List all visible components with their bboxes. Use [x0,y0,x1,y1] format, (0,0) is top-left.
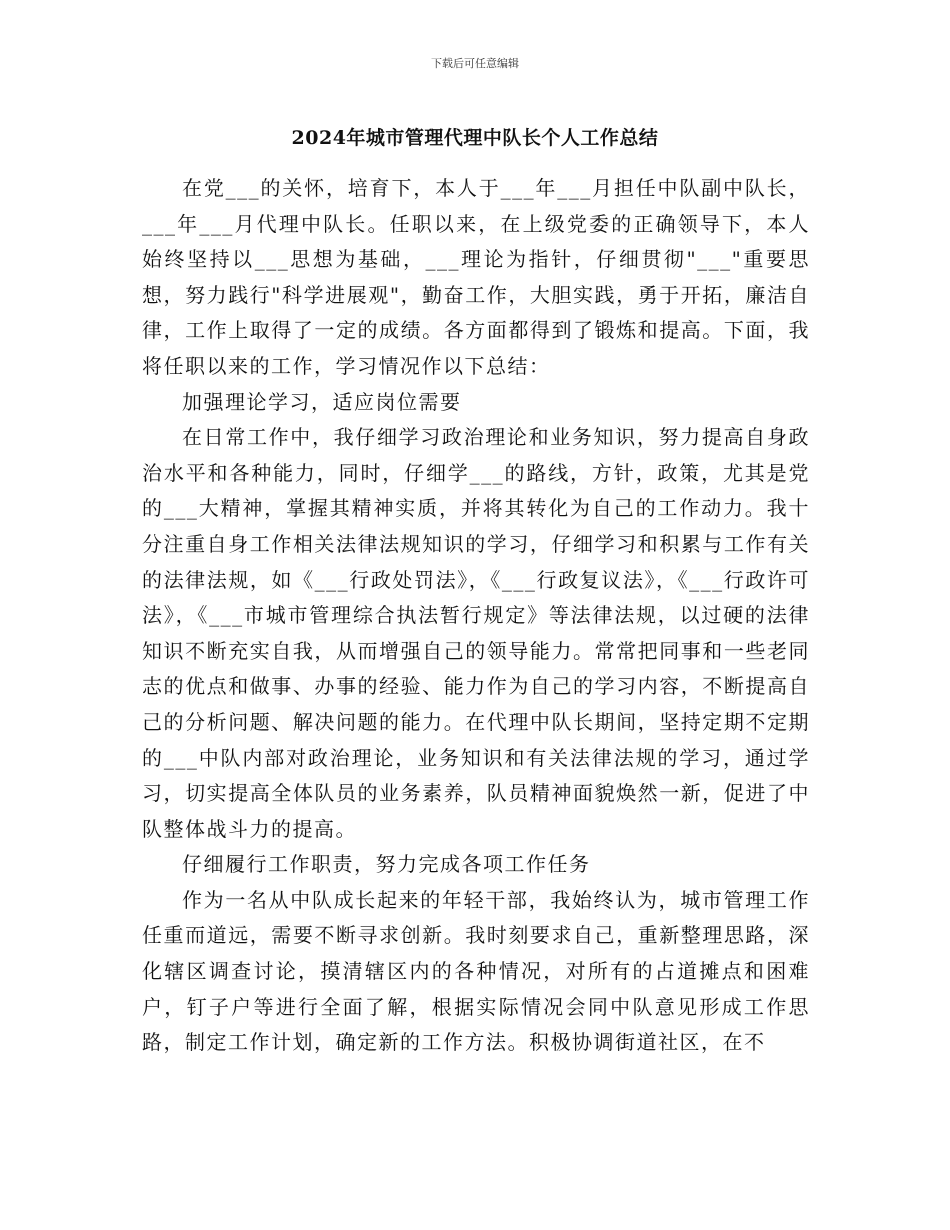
section-heading-theory-study: 加强理论学习，适应岗位需要 [182,389,462,414]
document-body [142,171,810,1061]
document-title: 2024年城市管理代理中队长个人工作总结 [291,127,659,149]
section-heading-duties: 仔细履行工作职责，努力完成各项工作任务 [182,852,591,877]
paragraph-duties: 作为一名从中队成长起来的年轻干部，我始终认为，城市管理工作任重而道远，需要不断寻求创新。我时刻要求自己，重新整理思路，深化辖区调查讨论，摸清辖区内的各种情况，对所有的占道摊点和困难户，钉子户等进行全面了解，根据实际情况会同中队意见形成工作思路，制定工作计划，确定新的工作方法。积极协调街道社区，在不 [142,887,810,1055]
header-note: 下载后可任意编辑 [431,57,519,70]
paragraph-theory-study: 在日常工作中，我仔细学习政治理论和业务知识，努力提高自身政治水平和各种能力，同时，仔细学___的路线，方针，政策，尤其是党的___大精神，掌握其精神实质，并将其转化为自己的工作动力。我十分注重自身工作相关法律法规知识的学习，仔细学习和积累与工作有关的法律法规，如《___行政处罚法》，《___行政复议法》，《___行政许可法》，《___市城市管理综合执法暂行规定》等法律法规，以过硬的法律知识不断充实自我，从而增强自己的领导能力。常常把同事和一些老同志的优点和做事、办事的经验、能力作为自己的学习内容，不断提高自己的分析问题、解决问题的能力。在代理中队长期间，坚持定期不定期的___中队内部对政治理论，业务知识和有关法律法规的学习，通过学习，切实提高全体队员的业务素养，队员精神面貌焕然一新，促进了中队整体战斗力的提高。 [142,425,810,841]
paragraph-intro: 在党___的关怀，培育下，本人于___年___月担任中队副中队长，___年___月代理中队长。任职以来，在上级党委的正确领导下，本人始终坚持以___思想为基础，___理论为指针，仔细贯彻"___"重要思想，努力践行"科学进展观"，勤奋工作，大胆实践，勇于开拓，廉洁自律，工作上取得了一定的成绩。各方面都得到了锻炼和提高。下面，我将任职以来的工作，学习情况作以下总结： [142,176,810,378]
